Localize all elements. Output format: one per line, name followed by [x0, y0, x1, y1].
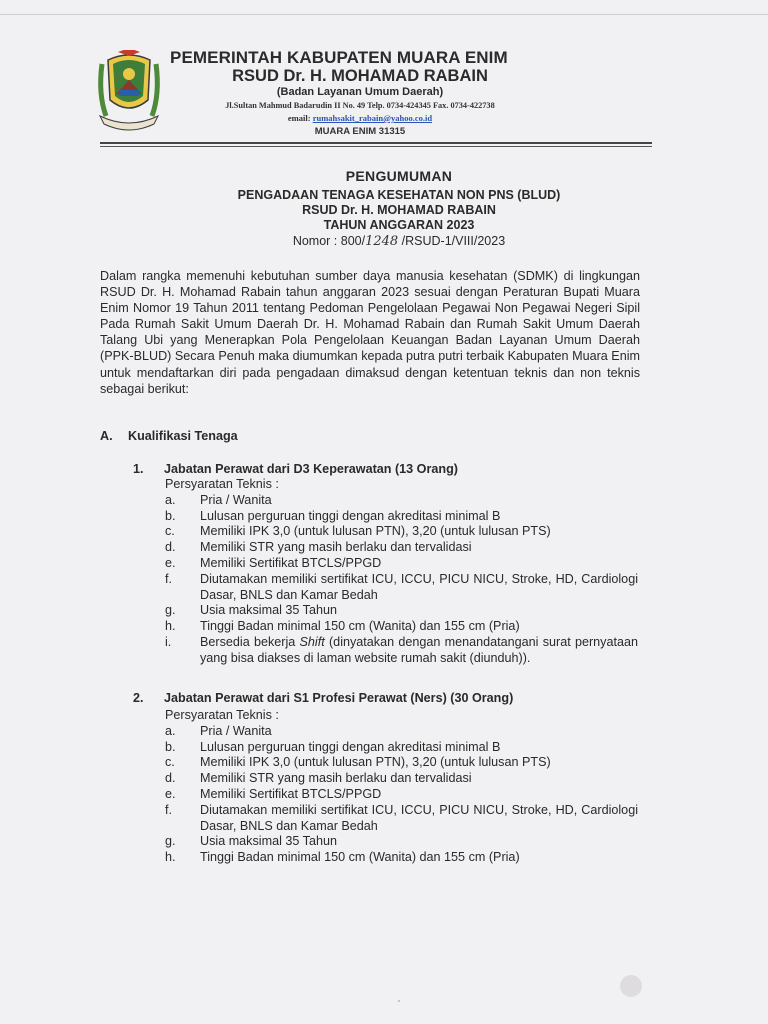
item-text: Diutamakan memiliki sertifikat ICU, ICCU, PICU NICU, Stroke, HD, Cardiologi Dasar, BNLS dan Kamar Bedah: [200, 571, 638, 602]
announcement-subtitle-1: PENGADAAN TENAGA KESEHATAN NON PNS (BLUD): [237, 188, 561, 202]
item-text: Memiliki STR yang masih berlaku dan tervalidasi: [200, 540, 472, 555]
item-text: Lulusan perguruan tinggi dengan akreditasi minimal B: [200, 508, 501, 523]
position-2-requirements: [165, 708, 638, 866]
email-link[interactable]: rumahsakit_rabain@yahoo.co.id: [312, 113, 433, 123]
item-text: Pria / Wanita: [200, 492, 272, 507]
item-text: Usia maksimal 35 Tahun: [200, 603, 337, 618]
document-number: [0, 234, 768, 249]
item-letter: c.: [165, 524, 175, 539]
letterhead-city: MUARA ENIM 31315: [314, 126, 406, 137]
list-item: [165, 724, 638, 740]
position-1-heading: [133, 462, 458, 476]
item-text: Memiliki Sertifikat BTCLS/PPGD: [200, 786, 382, 801]
item-letter: e.: [165, 555, 176, 570]
letterhead-address: Jl.Sultan Mahmud Badarudin II No. 49 Telp. 0734-424345 Fax. 0734-422738: [225, 101, 495, 110]
section-a-title: Kualifikasi Tenaga: [128, 429, 238, 443]
letterhead-rule-thin: [100, 146, 652, 147]
item-letter: g.: [165, 834, 176, 849]
nomor-handwritten: 1248: [365, 234, 399, 249]
item-letter: g.: [165, 603, 176, 618]
list-item: [165, 787, 638, 803]
list-item: [165, 850, 638, 866]
list-item: [165, 509, 638, 525]
item-text: Diutamakan memiliki sertifikat ICU, ICCU, PICU NICU, Stroke, HD, Cardiologi Dasar, BNLS dan Kamar Bedah: [200, 802, 638, 833]
item-text: Memiliki Sertifikat BTCLS/PPGD: [200, 555, 382, 570]
requirements-label: Persyaratan Teknis :: [165, 708, 279, 722]
scan-speck: [398, 1000, 400, 1002]
list-item: [165, 524, 638, 540]
position-title: Jabatan Perawat dari S1 Profesi Perawat (Ners) (30 Orang): [164, 691, 514, 705]
position-number: 2.: [133, 691, 144, 705]
item-text: Memiliki STR yang masih berlaku dan tervalidasi: [200, 771, 472, 786]
item-text: Memiliki IPK 3,0 (untuk lulusan PTN), 3,20 (untuk lulusan PTS): [200, 755, 551, 770]
list-item: [165, 803, 638, 835]
list-item: [165, 493, 638, 509]
position-title: Jabatan Perawat dari D3 Keperawatan (13 Orang): [164, 462, 458, 476]
item-text: [200, 635, 638, 667]
item-text: Pria / Wanita: [200, 723, 272, 738]
announcement-subtitle-2: RSUD Dr. H. MOHAMAD RABAIN: [302, 203, 496, 217]
item-letter: f.: [165, 802, 172, 817]
letterhead-hospital: RSUD Dr. H. MOHAMAD RABAIN: [232, 67, 488, 85]
section-a-heading: [100, 429, 238, 443]
letterhead-email-line: [170, 113, 550, 123]
item-text: Tinggi Badan minimal 150 cm (Wanita) dan 155 cm (Pria): [200, 619, 520, 634]
item-letter: b.: [165, 739, 176, 754]
section-a-label: A.: [100, 429, 113, 443]
nomor-prefix: Nomor : 800/: [292, 234, 366, 248]
list-item: [165, 755, 638, 771]
item-text: Tinggi Badan minimal 150 cm (Wanita) dan 155 cm (Pria): [200, 850, 520, 865]
list-item: [165, 572, 638, 604]
item-text-post: (dinyatakan dengan menandatangani surat pernyataan yang bisa diakses di laman website rumah sakit (diunduh)).: [200, 634, 638, 665]
position-number: 1.: [133, 462, 144, 476]
item-text-pre: Bersedia bekerja: [200, 634, 300, 649]
letterhead-government: PEMERINTAH KABUPATEN MUARA ENIM: [170, 48, 508, 67]
item-letter: a.: [165, 492, 176, 507]
list-item: [165, 603, 638, 619]
list-item: [165, 740, 638, 756]
announcement-heading: PENGUMUMAN: [345, 168, 453, 184]
list-item: [165, 619, 638, 635]
announcement-subtitle-3: TAHUN ANGGARAN 2023: [323, 218, 475, 232]
list-item: [165, 771, 638, 787]
scan-edge-line: [0, 14, 768, 15]
position-1-requirements: [165, 477, 638, 667]
item-text: Lulusan perguruan tinggi dengan akreditasi minimal B: [200, 739, 501, 754]
item-letter: e.: [165, 786, 176, 801]
item-letter: f.: [165, 571, 172, 586]
nomor-suffix: /RSUD-1/VIII/2023: [398, 234, 506, 248]
position-2-heading: [133, 691, 513, 705]
letterhead-rule-thick: [100, 142, 652, 144]
muara-enim-emblem-icon: [94, 50, 164, 136]
letterhead-agency-type: (Badan Layanan Umum Daerah): [276, 86, 444, 98]
list-item: [165, 556, 638, 572]
list-item: [165, 540, 638, 556]
item-letter: a.: [165, 723, 176, 738]
item-letter: c.: [165, 755, 175, 770]
item-letter: b.: [165, 508, 176, 523]
item-letter: i.: [165, 634, 172, 649]
item-letter: d.: [165, 540, 176, 555]
item-text: Memiliki IPK 3,0 (untuk lulusan PTN), 3,20 (untuk lulusan PTS): [200, 524, 551, 539]
list-item: [165, 635, 638, 667]
item-text: Usia maksimal 35 Tahun: [200, 834, 337, 849]
item-letter: h.: [165, 850, 176, 865]
scan-speck: [620, 975, 642, 997]
email-label: email:: [287, 113, 311, 123]
item-text-emphasis: Shift: [299, 634, 325, 649]
item-letter: h.: [165, 619, 176, 634]
requirements-label: Persyaratan Teknis :: [165, 477, 279, 491]
intro-paragraph: Dalam rangka memenuhi kebutuhan sumber daya manusia kesehatan (SDMK) di lingkungan RSUD Dr. H. Mohamad Rabain tahun anggaran 2023 sesuai dengan Peraturan Bupati Muara Enim Nomor 19 Tahun 2011 tentang Pedoman Pengelolaan Pegawai Non Pegawai Negeri Sipil Pada Rumah Sakit Umum Daerah Dr. H. Mohamad Rabain dan Rumah Sakit Umum Daerah Talang Ubi yang Menerapkan Pola Pengelolaan Keuangan Badan Layanan Umum Daerah (PPK-BLUD) Secara Penuh maka diumumkan kepada putra putri terbaik Kabupaten Muara Enim untuk mendaftarkan diri pada pengadaan dimaksud dengan ketentuan teknis dan non teknis sebagai berikut:: [100, 269, 640, 396]
item-letter: d.: [165, 771, 176, 786]
list-item: [165, 834, 638, 850]
